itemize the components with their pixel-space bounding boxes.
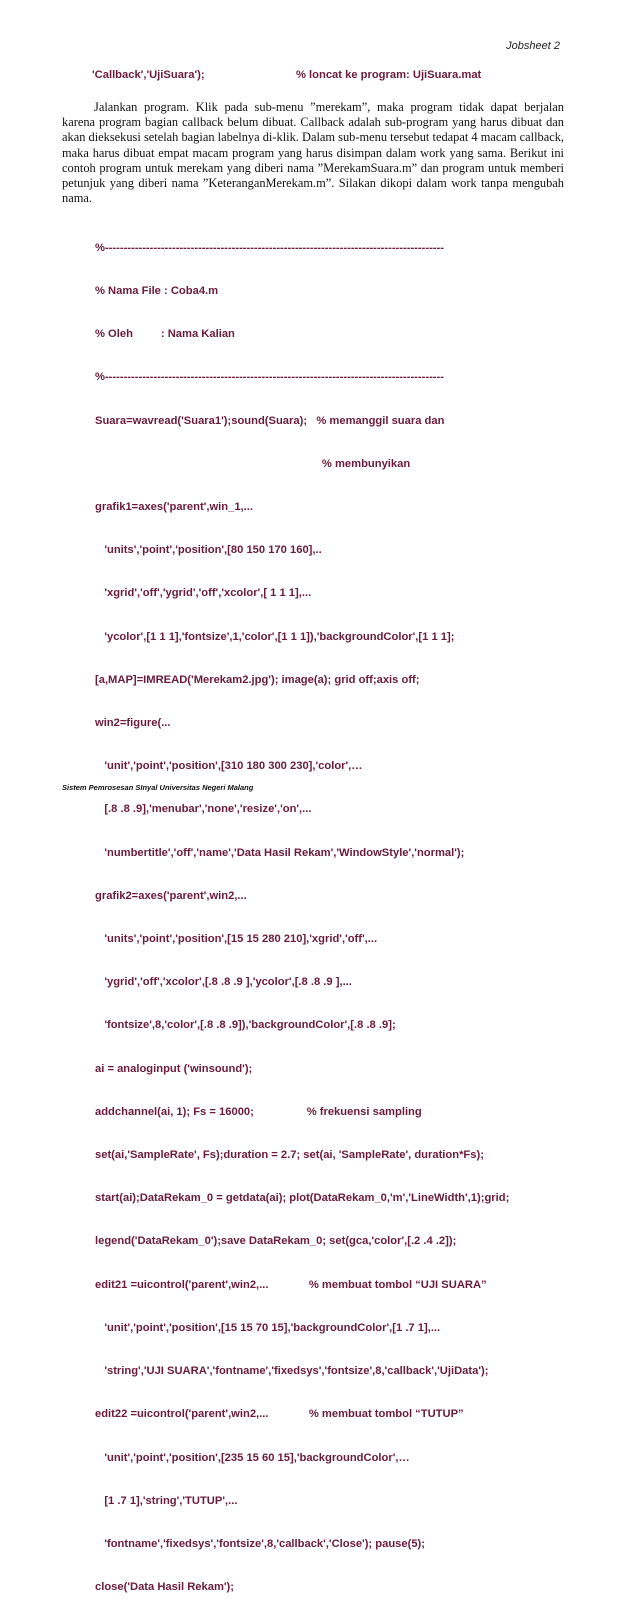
code-line: 'unit','point','position',[235 15 60 15],'backgroundColor',…	[95, 1451, 410, 1464]
code-line: 'ycolor',[1 1 1],'fontsize',1,'color',[1 1 1]),'backgroundColor',[1 1 1];	[95, 630, 455, 643]
code-line: 'units','point','position',[80 150 170 160],..	[95, 544, 322, 557]
code-line: start(ai);DataRekam_0 = getdata(ai); plot(DataRekam_0,'m','LineWidth',1);grid;	[95, 1192, 510, 1205]
code-line: close('Data Hasil Rekam');	[95, 1581, 235, 1594]
code-line: 'fontsize',8,'color',[.8 .8 .9]),'backgroundColor',[.8 .8 .9];	[95, 1019, 396, 1032]
code-line: 'xgrid','off','ygrid','off','xcolor',[ 1 1 1],...	[95, 587, 312, 600]
code-line: 'ygrid','off','xcolor',[.8 .8 .9 ],'ycolor',[.8 .8 .9 ],...	[95, 976, 352, 989]
code-line: % membunyikan	[95, 457, 411, 470]
code-line: legend('DataRekam_0');save DataRekam_0; set(gca,'color',[.2 .4 .2]);	[95, 1235, 457, 1248]
code-line: [1 .7 1],'string','TUTUP',...	[95, 1494, 238, 1507]
code-line: 'unit','point','position',[15 15 70 15],'backgroundColor',[1 .7 1],...	[95, 1321, 441, 1334]
code-line: grafik1=axes('parent',win_1,...	[95, 501, 253, 514]
code-line: [a,MAP]=IMREAD('Merekam2.jpg'); image(a); grid off;axis off;	[95, 673, 420, 686]
code-line: set(ai,'SampleRate', Fs);duration = 2.7; set(ai, 'SampleRate', duration*Fs);	[95, 1149, 484, 1162]
code-line: edit21 =uicontrol('parent',win2,... % membuat tombol “UJI SUARA”	[95, 1278, 487, 1291]
top-code-call: 'Callback','UjiSuara');	[92, 69, 205, 81]
code-line: 'numbertitle','off','name','Data Hasil Rekam','WindowStyle','normal');	[95, 846, 465, 859]
top-code-comment: % loncat ke program: UjiSuara.mat	[296, 69, 482, 81]
code-line: win2=figure(...	[95, 717, 171, 730]
code-line: [.8 .8 .9],'menubar','none','resize','on',...	[95, 803, 312, 816]
code-line: % Nama File : Coba4.m	[95, 285, 219, 298]
page-header: Jobsheet 2	[506, 40, 560, 52]
body-paragraph: Jalankan program. Klik pada sub-menu ”merekam”, maka program tidak dapat berjalan karena program bagian callback belum dibuat. Callback adalah sub-program yang harus dibuat dan akan dieksekusi setelah bagian labelnya di-klik. Dalam sub-menu tersebut tedapat 4 macam callback, maka harus dibuat empat macam program yang harus disimpan dalam work yang sama. Berikut ini contoh program untuk merekam yang diberi nama ”MerekamSuara.m” dan program untuk memberi petunjuk yang diberi nama ”KeteranganMerekam.m”. Silakan dikopi dalam work tanpa mengubah nama.	[62, 100, 564, 206]
code-line: grafik2=axes('parent',win2,...	[95, 889, 247, 902]
code-line: edit22 =uicontrol('parent',win2,... % membuat tombol “TUTUP”	[95, 1408, 464, 1421]
code-line: %-------------------------------------------------------------------------------------------	[95, 371, 444, 384]
code-block	[95, 212, 509, 1609]
page-footer: Sistem Pemrosesan SInyal Universitas Negeri Malang	[62, 783, 254, 792]
code-line: Suara=wavread('Suara1');sound(Suara); % memanggil suara dan	[95, 414, 445, 427]
code-line: 'units','point','position',[15 15 280 210],'xgrid','off',...	[95, 933, 378, 946]
code-line: 'unit','point','position',[310 180 300 230],'color',…	[95, 760, 363, 773]
code-line: 'string','UJI SUARA','fontname','fixedsys','fontsize',8,'callback','UjiData');	[95, 1365, 489, 1378]
code-line: %-------------------------------------------------------------------------------------------	[95, 241, 444, 254]
code-line: addchannel(ai, 1); Fs = 16000; % frekuensi sampling	[95, 1105, 422, 1118]
code-line: 'fontname','fixedsys','fontsize',8,'callback','Close'); pause(5);	[95, 1537, 425, 1550]
code-line: % Oleh : Nama Kalian	[95, 328, 235, 341]
code-line: ai = analoginput ('winsound');	[95, 1062, 253, 1075]
